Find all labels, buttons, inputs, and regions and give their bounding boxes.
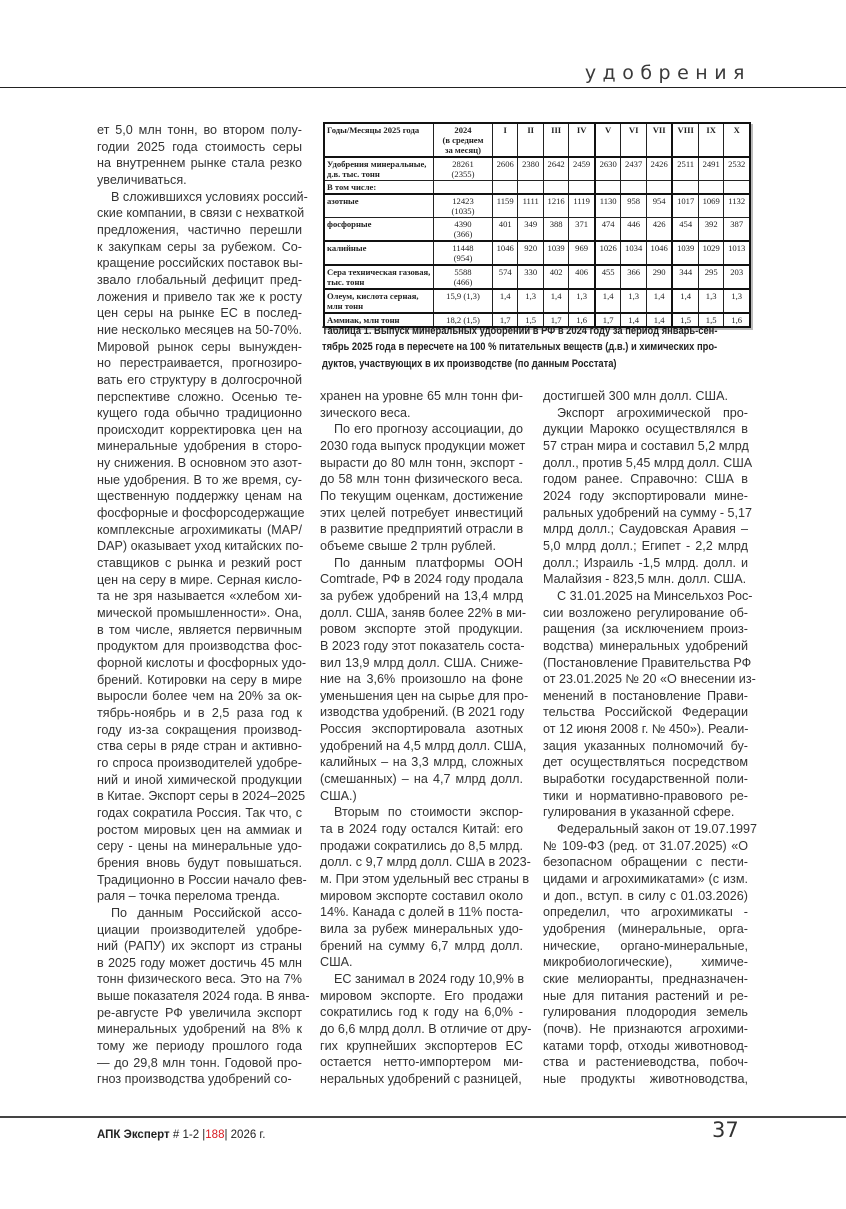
table-header-cell: III <box>543 123 568 157</box>
text-line: м. При этом удельный вес страны в <box>320 872 530 887</box>
text-line: продажи сократились до 8,5 млрд. <box>320 838 523 853</box>
table-cell <box>518 181 543 195</box>
table-cell: 954 <box>646 194 672 218</box>
text-line: до 58 млн тонн физического веса. <box>320 472 523 487</box>
text-line: щественную поддержку ценам на <box>97 489 302 504</box>
table-cell: 2630 <box>595 157 621 181</box>
table-caption <box>322 323 752 372</box>
table-cell: 574 <box>493 265 518 289</box>
text-line: 14%. Канада с долей в 11% поста- <box>320 905 523 920</box>
text-line: достигшей 300 млн долл. США. <box>543 389 728 403</box>
text-line: уменьшения цен на сырье для про- <box>320 688 529 703</box>
text-line: Вторым по стоимости экспор- <box>334 805 523 820</box>
text-line: звало глобальный дефицит пред- <box>97 272 302 287</box>
table-cell: 1111 <box>518 194 543 218</box>
text-line: Федеральный закон от 19.07.1997 <box>557 822 758 837</box>
text-line: ет 5,0 млн тонн, во втором полу- <box>97 123 302 137</box>
table-cell: 958 <box>621 194 646 218</box>
table-cell <box>672 181 698 195</box>
text-line: тому же периоду прошлого года <box>97 1039 302 1054</box>
table-cell: 969 <box>569 241 595 265</box>
text-line: долл., против 5,45 млрд долл. США <box>543 455 753 470</box>
text-line: в 2025 году может достичь 45 млн <box>97 955 302 970</box>
table-cell: 2511 <box>672 157 698 181</box>
text-line: ские компании, в связи с нехваткой <box>97 206 305 221</box>
table-cell <box>646 181 672 195</box>
text-line: (смешанных) – на 4,7 млрд долл. <box>320 772 523 787</box>
text-line: По его прогнозу ассоциации, до <box>334 422 523 437</box>
text-line: мировом экспорте составил около <box>320 888 523 903</box>
table-cell: 2606 <box>493 157 518 181</box>
issue-number: 188 <box>205 1129 225 1141</box>
table-cell: 426 <box>646 218 672 242</box>
table-cell <box>543 181 568 195</box>
table-cell: 1159 <box>493 194 518 218</box>
table-cell: 2491 <box>698 157 723 181</box>
table-cell: 1,7 <box>595 313 621 327</box>
table-cell: 1132 <box>724 194 750 218</box>
text-line: на внутреннем рынке стала резко <box>97 156 302 171</box>
table-cell: 387 <box>724 218 750 242</box>
text-line: катами торф, отходы животновод- <box>543 1038 748 1053</box>
table-header-cell: V <box>595 123 621 157</box>
cell-2024-avg: (2355) <box>451 169 475 179</box>
text-line: Традиционно в России начало фев- <box>97 872 307 887</box>
table-cell <box>698 181 723 195</box>
cell-2024 <box>434 181 493 195</box>
table-cell: 1216 <box>543 194 568 218</box>
table-row <box>324 181 750 195</box>
text-line: (Постановление Правительства РФ <box>543 655 752 670</box>
text-line: гулирования в указанной сфере. <box>543 805 735 820</box>
text-line: до 6,6 млрд долл. В отличие от дру- <box>320 1021 532 1036</box>
text-line: и доп., вступ. в силу с 01.03.2026) <box>543 888 748 903</box>
table-cell: 1,3 <box>621 289 646 313</box>
text-line: 2024 году экспортировали мине- <box>543 488 748 503</box>
text-line: хранен на уровне 65 млн тонн фи- <box>320 389 523 403</box>
text-line: ну снижения. В основном это азот- <box>97 456 302 471</box>
table-cell: 454 <box>672 218 698 242</box>
text-line: от 23.01.2025 № 20 «О внесении из- <box>543 672 756 687</box>
table-cell: 1,4 <box>621 313 646 327</box>
row-label: Удобрения минеральные, д.в. тыс. тонн <box>324 157 434 181</box>
table-cell: 1,3 <box>518 289 543 313</box>
text-line: минеральных удобрений на 8% к <box>97 1022 302 1037</box>
text-line: ре-августе РФ увеличила экспорт <box>97 1005 302 1020</box>
table-cell: 1,5 <box>518 313 543 327</box>
text-line: США.) <box>320 788 357 803</box>
text-line: за рубеж удобрений на 13,4 млрд <box>320 588 523 603</box>
text-line: годом ранее. Справочно: США в <box>543 472 748 487</box>
text-line: Мировой рынок серы вынужден- <box>97 339 302 354</box>
text-line: Малайзия - 823,5 млн. долл. США. <box>543 572 747 587</box>
header-year-note: (в среднем <box>442 135 484 145</box>
text-line: 5,0 млрд долл.; Египет - 2,2 млрд <box>543 538 748 553</box>
table-header-cell: IV <box>569 123 595 157</box>
cell-2024-avg: (1035) <box>451 206 475 216</box>
text-line: фосфорные и фосфорсодержащие <box>97 506 305 521</box>
text-line: тельства Российской Федерации <box>543 705 748 720</box>
text-line: тонн физического веса. Это на 7% <box>97 972 302 987</box>
table-cell: 1,5 <box>672 313 698 327</box>
cell-2024-total: 28261 <box>452 159 474 169</box>
text-line: дет осуществляться посредством <box>543 755 748 770</box>
table-row <box>324 289 750 313</box>
row-label: фосфорные <box>324 218 434 242</box>
table-cell: 1,4 <box>646 289 672 313</box>
table-cell: 2642 <box>543 157 568 181</box>
table-cell: 1,4 <box>493 289 518 313</box>
text-line: перспективе сложно. Осенью те- <box>97 389 302 404</box>
table-cell: 401 <box>493 218 518 242</box>
text-line: происходит корректировка цен на <box>97 422 302 437</box>
text-line: году из-за сокращения производ- <box>97 722 302 737</box>
fertilizer-output-table <box>323 122 751 328</box>
table-cell: 1119 <box>569 194 595 218</box>
caption-line: дуктов, участвующих в их производстве (по данным Росстата) <box>322 357 617 370</box>
text-line: ные продукты животноводства, <box>543 1071 748 1086</box>
text-line: безопасном обращении с пести- <box>543 855 748 870</box>
text-line: сии возложено регулирование об- <box>543 605 748 620</box>
table-cell <box>595 181 621 195</box>
table-header-cell: I <box>493 123 518 157</box>
text-line: Россия экспортировала азотных <box>320 722 523 737</box>
text-line: По текущим оценкам, достижение <box>320 488 523 503</box>
cell-2024 <box>434 289 493 313</box>
text-line: ральных удобрений на сумму - 5,17 <box>543 505 753 520</box>
text-line: В сложившихся условиях россий- <box>111 189 308 204</box>
table-cell: 1034 <box>621 241 646 265</box>
text-line: в том числе, является первичным <box>97 622 302 637</box>
text-line: кращение российских поставок вы- <box>97 256 303 271</box>
table-cell: 290 <box>646 265 672 289</box>
table-cell: 1,7 <box>493 313 518 327</box>
text-line: ские мелиоранты, предназначен- <box>543 971 748 986</box>
table-cell: 1017 <box>672 194 698 218</box>
caption-line: тябрь 2025 года в пересчете на 100 % питательных веществ (д.в.) и химических про- <box>322 341 718 354</box>
table-cell <box>493 181 518 195</box>
table-cell: 1046 <box>493 241 518 265</box>
text-line: 57 стран мира и составил 5,2 млрд <box>543 438 749 453</box>
table-cell: 1013 <box>724 241 750 265</box>
table-header-cell: Годы/Месяцы 2025 года <box>324 123 434 157</box>
text-line: гулирования плодородия земель <box>543 1005 748 1020</box>
header-year-note: за месяц) <box>445 145 481 155</box>
text-line: вил 13,9 млрд долл. США. Сниже- <box>320 655 523 670</box>
cell-2024 <box>434 241 493 265</box>
text-line: остается нетто-импортером ми- <box>320 1055 523 1070</box>
table-row <box>324 157 750 181</box>
text-line: определил, что агрохимикаты - <box>543 905 748 920</box>
article-column-left <box>97 122 310 1088</box>
table-header-cell <box>434 123 493 157</box>
issue-prefix: # 1-2 | <box>172 1129 206 1141</box>
text-line: от 12 июня 2008 г. № 450»). Реали- <box>543 722 749 737</box>
table-cell: 474 <box>595 218 621 242</box>
table-cell: 1130 <box>595 194 621 218</box>
table-cell: 2532 <box>724 157 750 181</box>
text-line: предложения, частично перешли <box>97 222 302 237</box>
table-row <box>324 265 750 289</box>
table-cell: 1,3 <box>569 289 595 313</box>
table-cell <box>569 181 595 195</box>
table-header-cell: X <box>724 123 750 157</box>
text-line: ровом экспорте этой продукции. <box>320 622 523 637</box>
table-header-row <box>324 123 750 157</box>
table-cell: 1,4 <box>595 289 621 313</box>
text-line: к закупкам серы за рубежом. Со- <box>97 239 302 254</box>
table-row <box>324 218 750 242</box>
text-line: Экспорт агрохимической про- <box>557 405 748 420</box>
text-line: (почв). Не признаются агрохими- <box>543 1021 748 1036</box>
text-line: долл.; Израиль -1,5 млрд. долл. и <box>543 555 748 570</box>
text-line: сократились год к году на 6,0% - <box>320 1005 523 1020</box>
text-line: гих крупнейших экспортеров ЕС <box>320 1038 523 1053</box>
text-line: цен серы на рынке ЕС в послед- <box>97 306 302 321</box>
header-year: 2024 <box>454 125 472 135</box>
text-line: нические, органо-минеральные, <box>543 938 748 953</box>
table-cell: 1,7 <box>543 313 568 327</box>
table-cell: 1,6 <box>724 313 750 327</box>
text-line: дукции Марокко осуществлялся в <box>543 422 748 437</box>
table-cell: 1039 <box>672 241 698 265</box>
table-header-cell: VIII <box>672 123 698 157</box>
text-line: калийных – на 3,3 млрд, сложных <box>320 755 523 770</box>
header-divider <box>0 87 846 88</box>
caption-line: Таблица 1. Выпуск минеральных удобрений в РФ в 2024 году за период январь-сен- <box>322 325 718 337</box>
text-line: изводства удобрений. (В 2021 году <box>320 705 525 720</box>
text-line: долл. США, заняв более 22% в ми- <box>320 605 527 620</box>
text-line: ний (РАПУ) их экспорт из страны <box>97 939 302 954</box>
text-line: Comtrade, РФ в 2024 году продала <box>320 572 523 587</box>
table-cell: 2380 <box>518 157 543 181</box>
text-line: комплексные агрохимикаты (MAP/ <box>97 522 302 537</box>
cell-2024-total: 18,2 (1,5) <box>446 315 480 325</box>
text-line: вырасти до 80 млн тонн, экспорт - <box>320 455 523 470</box>
text-line: микробиологические), химиче- <box>543 955 748 970</box>
text-line: США. <box>320 955 353 970</box>
table-cell: 203 <box>724 265 750 289</box>
table-cell <box>621 181 646 195</box>
magazine-name: АПК Эксперт <box>97 1129 170 1141</box>
text-line: брения вновь будут повышаться. <box>97 855 302 870</box>
cell-2024 <box>434 265 493 289</box>
text-line: цидами и агрохимикатами» (с изм. <box>543 872 748 887</box>
table-cell: 1,6 <box>569 313 595 327</box>
table-cell: 446 <box>621 218 646 242</box>
table-cell: 1039 <box>543 241 568 265</box>
text-line: мической промышленности». Она, <box>97 606 302 621</box>
table-cell: 455 <box>595 265 621 289</box>
text-line: — до 29,8 млн тонн. Годовой про- <box>97 1055 302 1070</box>
table-cell: 2459 <box>569 157 595 181</box>
text-line: ложения и привело так же к росту <box>97 289 302 304</box>
table-cell: 1,3 <box>698 289 723 313</box>
text-line: По данным платформы ООН <box>334 555 523 570</box>
row-label: В том числе: <box>324 181 434 195</box>
table-cell: 349 <box>518 218 543 242</box>
table-cell: 406 <box>569 265 595 289</box>
text-line: та не зря называется «хлебом хи- <box>97 589 302 604</box>
table-header-cell: VI <box>621 123 646 157</box>
issue-suffix: | 2026 г. <box>224 1129 266 1141</box>
text-line: годах сократила Россия. Так что, с <box>97 805 302 820</box>
text-line: этих целей потребует инвестиций <box>320 505 523 520</box>
text-line: ставщиков с рынка и резкий рост <box>97 556 302 571</box>
table-cell: 920 <box>518 241 543 265</box>
cell-2024 <box>434 194 493 218</box>
row-label: Аммиак, млн тонн <box>324 313 434 327</box>
table-cell: 1026 <box>595 241 621 265</box>
text-line: выше показателя 2024 года. В янва- <box>97 989 310 1004</box>
text-line: вать его структуру в долгосрочной <box>97 372 302 387</box>
text-line: минеральные удобрения в сторо- <box>97 439 302 454</box>
table-cell: 1,4 <box>543 289 568 313</box>
text-line: серу - цены на минеральные удо- <box>97 839 302 854</box>
row-label: Олеум, кислота серная, млн тонн <box>324 289 434 313</box>
text-line: водства) минеральных удобрений <box>543 638 748 653</box>
table-cell: 2437 <box>621 157 646 181</box>
table-cell: 371 <box>569 218 595 242</box>
table-cell: 366 <box>621 265 646 289</box>
table-cell: 1069 <box>698 194 723 218</box>
text-line: кущего года обычно традиционно <box>97 406 302 421</box>
text-line: ростом мировых цен на аммиак и <box>97 822 302 837</box>
table-cell: 344 <box>672 265 698 289</box>
text-line: 2030 года выпуск продукции может <box>320 438 526 453</box>
text-line: в развитие предприятий отрасли в <box>320 522 524 537</box>
text-line: тики и нормативно-правового ре- <box>543 788 748 803</box>
row-label: азотные <box>324 194 434 218</box>
text-line: неральных удобрений с разницей, <box>320 1071 522 1086</box>
table-header-cell: IX <box>698 123 723 157</box>
text-line: вила за рубеж минеральных удо- <box>320 922 523 936</box>
text-line: выработки государственной поли- <box>543 772 748 787</box>
table-cell: 402 <box>543 265 568 289</box>
text-line: ства серы в ряде стран и активно- <box>97 739 302 754</box>
text-line: В 2023 году этот показатель соста- <box>320 638 525 653</box>
article-column-right <box>543 388 758 1088</box>
cell-2024 <box>434 218 493 242</box>
text-line: DAP) оказывает уход китайских по- <box>97 539 304 554</box>
text-line: ные удобрения. В то же время, су- <box>97 472 302 487</box>
text-line: та в 2024 году остался Китай: его <box>320 822 523 837</box>
text-line: удобрения (минеральные, орга- <box>543 922 748 936</box>
text-line: ние несколько месяцев на 50-70%. <box>97 322 302 337</box>
text-line: объеме свыше 2 трлн рублей. <box>320 538 496 553</box>
text-line: цен на серу в мире. Серная кисло- <box>97 572 302 587</box>
text-line: выросли более чем на 20% за ок- <box>97 689 302 704</box>
text-line: циации производителей удобре- <box>97 922 302 937</box>
cell-2024-avg: (366) <box>453 229 473 239</box>
text-line: тябрь-ноябрь и в 2,5 раза год к <box>97 705 302 720</box>
page-number: 37 <box>712 1118 739 1142</box>
table-cell: 330 <box>518 265 543 289</box>
section-title: удобрения <box>584 62 751 84</box>
cell-2024-total: 15,9 (1,3) <box>446 291 480 301</box>
text-line: ства и растениеводства, побоч- <box>543 1055 748 1070</box>
cell-2024-total: 12423 <box>452 196 474 206</box>
table-cell <box>724 181 750 195</box>
text-line: форной кислоты и фосфорных удо- <box>97 656 307 670</box>
text-line: продуктом для производства фос- <box>97 639 302 654</box>
table-cell: 1029 <box>698 241 723 265</box>
text-line: долл. с 9,7 млрд долл. США в 2023- <box>320 855 531 870</box>
text-line: № 109-ФЗ (ред. от 31.07.2025) «О <box>543 838 748 853</box>
table-header-cell: II <box>518 123 543 157</box>
text-line: раля – точка перелома тренда. <box>97 889 281 904</box>
text-line: брений. Котировки на серу в мире <box>97 672 302 687</box>
cell-2024 <box>434 157 493 181</box>
table-cell: 2426 <box>646 157 672 181</box>
text-line: го спроса производителей удобре- <box>97 755 302 770</box>
row-label: Сера техническая газовая, тыс. тонн <box>324 265 434 289</box>
text-line: мировом экспорте. Его продажи <box>320 988 523 1003</box>
text-line: По данным Российской ассо- <box>111 905 302 920</box>
text-line: млрд долл.; Саудовская Аравия – <box>543 522 748 537</box>
text-line: увеличиваться. <box>97 172 187 187</box>
row-label: калийные <box>324 241 434 265</box>
table-header-cell: VII <box>646 123 672 157</box>
text-line: годии 2025 года стоимость серы <box>97 139 302 154</box>
table-cell: 1046 <box>646 241 672 265</box>
text-line: ные для питания растений и ре- <box>543 988 748 1003</box>
text-line: ний и иной химической продукции <box>97 772 302 787</box>
cell-2024-avg: (954) <box>453 253 473 263</box>
cell-2024-total: 11448 <box>452 243 474 253</box>
footer-issue-info <box>97 1129 265 1141</box>
cell-2024-total: 5588 <box>454 267 472 277</box>
text-line: ние на 3,6% произошло на фоне <box>320 672 523 687</box>
text-line: брений на сумму 6,7 млрд долл. <box>320 938 523 953</box>
table-row <box>324 194 750 218</box>
text-line: удобрений на 4,5 млрд долл. США, <box>320 738 527 753</box>
cell-2024-avg: (466) <box>453 277 473 287</box>
cell-2024-total: 4390 <box>454 219 472 229</box>
text-line: ращения (за исключением произ- <box>543 622 748 637</box>
table-cell: 1,5 <box>698 313 723 327</box>
text-line: но перестраивается, прогнозиро- <box>97 356 302 371</box>
table-cell: 1,4 <box>672 289 698 313</box>
article-column-middle <box>320 388 532 1088</box>
table-cell: 388 <box>543 218 568 242</box>
text-line: гноз производства удобрений со- <box>97 1072 292 1087</box>
text-line: ЕС занимал в 2024 году 10,9% в <box>334 971 525 986</box>
text-line: менений в постановление Прави- <box>543 688 748 703</box>
text-line: зического веса. <box>320 405 411 420</box>
table-cell: 1,3 <box>724 289 750 313</box>
table-cell: 295 <box>698 265 723 289</box>
table-cell: 1,4 <box>646 313 672 327</box>
text-line: С 31.01.2025 на Минсельхоз Рос- <box>557 588 753 603</box>
table-cell: 392 <box>698 218 723 242</box>
table-row <box>324 241 750 265</box>
text-line: в Китае. Экспорт серы в 2024–2025 <box>97 789 306 804</box>
text-line: зация указанных полномочий бу- <box>543 738 748 753</box>
